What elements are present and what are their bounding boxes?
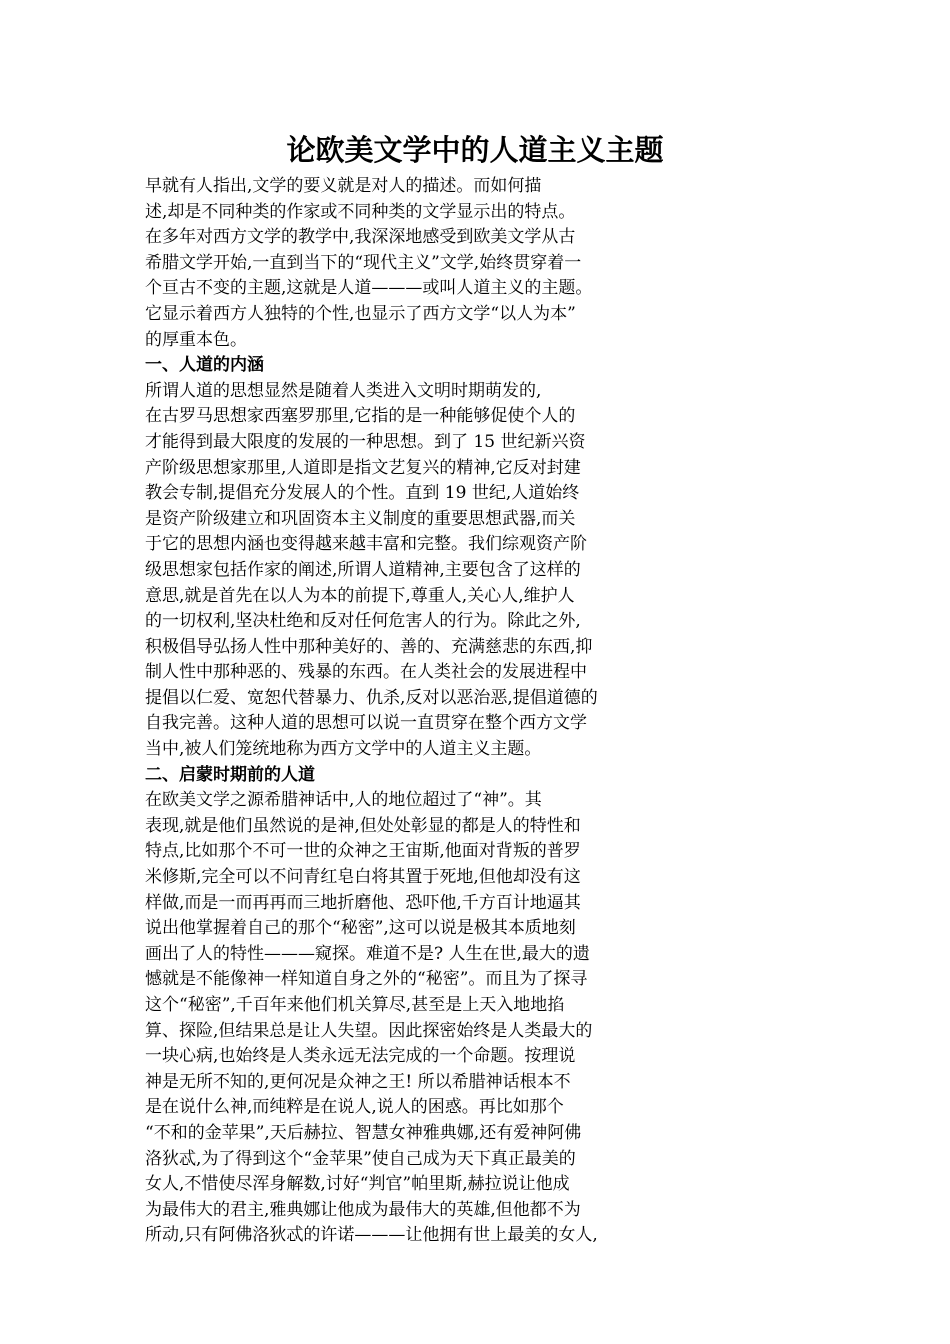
text-line: 所谓人道的思想显然是随着人类进入文明时期萌发的, <box>145 380 542 401</box>
text-line: 于它的思想内涵也变得越来越丰富和完整。我们综观资产阶 <box>145 534 587 555</box>
text-line: 憾就是不能像神一样知道自身之外的“秘密”。而且为了探寻 <box>145 969 588 990</box>
text-line: 样做,而是一而再再而三地折磨他、恐吓他,千方百计地逼其 <box>145 892 581 913</box>
text-line: 它显示着西方人独特的个性,也显示了西方文学“以人为本” <box>145 303 576 324</box>
text-line: 的厚重本色。 <box>145 329 247 350</box>
text-line: 在古罗马思想家西塞罗那里,它指的是一种能够促使个人的 <box>145 406 576 427</box>
section-heading: 一、人道的内涵 <box>145 355 264 376</box>
text-line: 画出了人的特性———窥探。难道不是? 人生在世,最大的遗 <box>145 943 590 964</box>
text-line: “不和的金苹果”,天后赫拉、智慧女神雅典娜,还有爱神阿佛 <box>145 1122 582 1143</box>
text-line: 希腊文学开始,一直到当下的“现代主义”文学,始终贯穿着一 <box>145 252 582 273</box>
text-line: 这个“秘密”,千百年来他们机关算尽,甚至是上天入地地掐 <box>145 995 565 1015</box>
text-line: 表现,就是他们虽然说的是神,但处处彰显的都是人的特性和 <box>145 815 581 836</box>
text-line: 制人性中那种恶的、残暴的东西。在人类社会的发展进程中 <box>145 662 587 683</box>
text-line: 产阶级思想家那里,人道即是指文艺复兴的精神,它反对封建 <box>145 457 581 478</box>
text-line: 在欧美文学之源希腊神话中,人的地位超过了“神”。其 <box>145 790 542 811</box>
document-title: 论欧美文学中的人道主义主题 <box>286 133 664 167</box>
text-line: 所动,只有阿佛洛狄忒的许诺———让他拥有世上最美的女人, <box>145 1225 598 1246</box>
text-line: 米修斯,完全可以不问青红皂白将其置于死地,但他却没有这 <box>145 867 581 888</box>
text-line: 女人,不惜使尽浑身解数,讨好“判官”帕里斯,赫拉说让他成 <box>145 1174 570 1195</box>
text-line: 级思想家包括作家的阐述,所谓人道精神,主要包含了这样的 <box>145 559 581 580</box>
text-line: 教会专制,提倡充分发展人的个性。直到 19 世纪,人道始终 <box>145 483 580 504</box>
text-line: 早就有人指出,文学的要义就是对人的描述。而如何描 <box>145 176 542 196</box>
text-line: 当中,被人们笼统地称为西方文学中的人道主义主题。 <box>145 739 542 760</box>
text-line: 个亘古不变的主题,这就是人道———或叫人道主义的主题。 <box>145 278 593 299</box>
text-line: 积极倡导弘扬人性中那种美好的、善的、充满慈悲的东西,抑 <box>145 636 593 657</box>
text-line: 述,却是不同种类的作家或不同种类的文学显示出的特点。 <box>145 201 576 222</box>
text-line: 算、探险,但结果总是让人失望。因此探密始终是人类最大的 <box>145 1020 593 1041</box>
text-line: 为最伟大的君主,雅典娜让他成为最伟大的英雄,但他都不为 <box>145 1199 581 1220</box>
text-line: 的一切权利,坚决杜绝和反对任何危害人的行为。除此之外, <box>145 611 581 632</box>
text-line: 是在说什么神,而纯粹是在说人,说人的困惑。再比如那个 <box>145 1097 564 1118</box>
text-line: 才能得到最大限度的发展的一种思想。到了 15 世纪新兴资 <box>145 431 586 452</box>
text-line: 自我完善。这种人道的思想可以说一直贯穿在整个西方文学 <box>145 713 587 734</box>
section-heading: 二、启蒙时期前的人道 <box>145 764 315 785</box>
text-line: 特点,比如那个不可一世的众神之王宙斯,他面对背叛的普罗 <box>145 841 581 862</box>
text-line: 在多年对西方文学的教学中,我深深地感受到欧美文学从古 <box>145 227 576 248</box>
text-line: 说出他掌握着自己的那个“秘密”,这可以说是极其本质地刻 <box>145 918 576 939</box>
text-line: 洛狄忒,为了得到这个“金苹果”使自己成为天下真正最美的 <box>145 1148 576 1169</box>
document-body <box>145 174 670 1249</box>
text-line: 是资产阶级建立和巩固资本主义制度的重要思想武器,而关 <box>145 508 576 529</box>
text-line: 意思,就是首先在以人为本的前提下,尊重人,关心人,维护人 <box>145 585 575 606</box>
text-line: 一块心病,也始终是人类永远无法完成的一个命题。按理说 <box>145 1046 576 1067</box>
text-line: 提倡以仁爱、宽恕代替暴力、仇杀,反对以恶治恶,提倡道德的 <box>145 687 598 708</box>
text-line: 神是无所不知的,更何况是众神之王! 所以希腊神话根本不 <box>145 1071 571 1092</box>
